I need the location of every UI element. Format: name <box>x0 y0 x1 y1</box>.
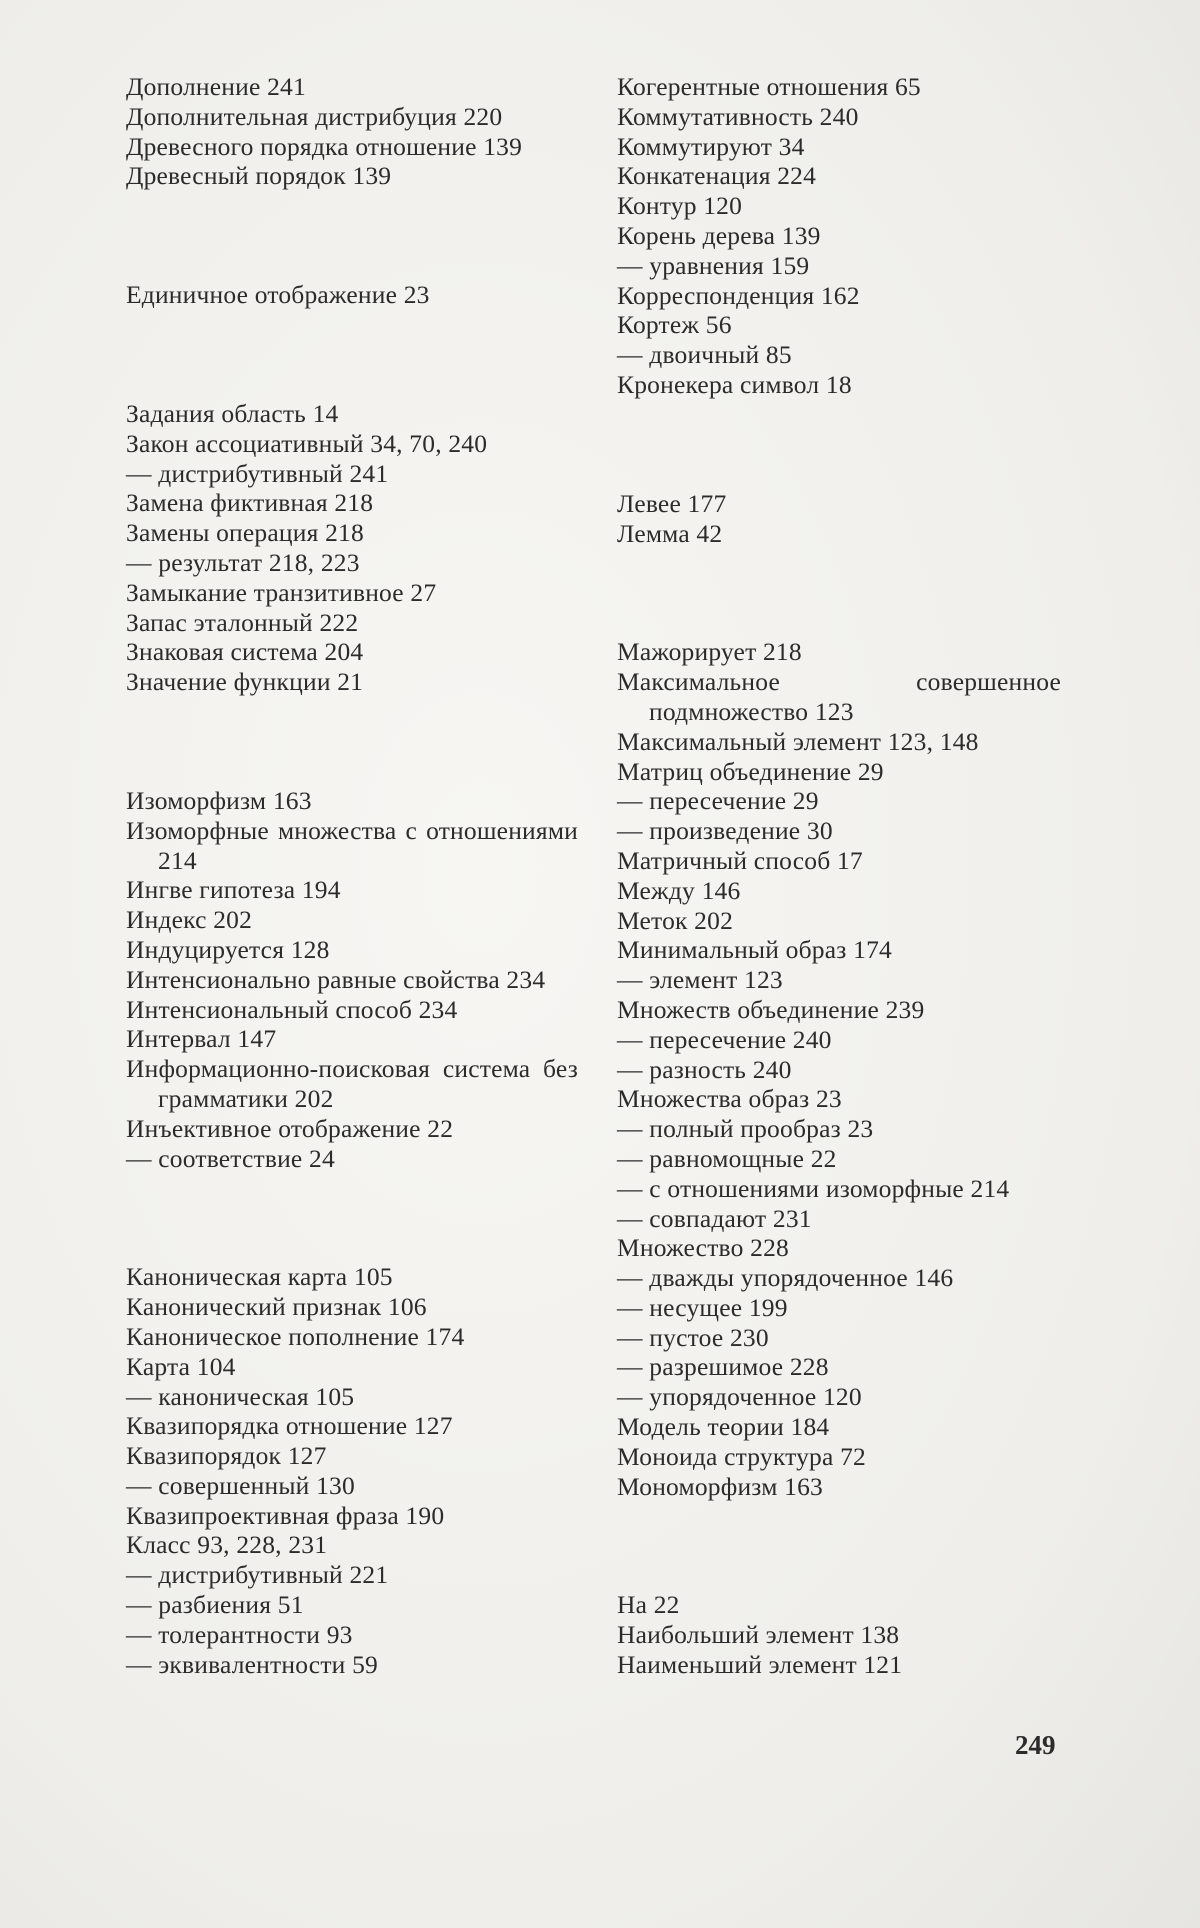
index-section-gap <box>126 697 578 786</box>
index-entry: Каноническое пополнение 174 <box>126 1321 465 1351</box>
index-entry: Коммутативность 240 <box>617 101 859 131</box>
index-entry: — уравнения 159 <box>617 250 810 280</box>
index-entry: Меток 202 <box>617 905 734 935</box>
index-entry: Мажорирует 218 <box>617 637 802 667</box>
index-section-gap <box>126 310 578 399</box>
index-entry: Мономорфизм 163 <box>617 1471 823 1501</box>
index-entry: Максимальное совершенное подмножество 123 <box>617 667 1061 726</box>
index-entry: — каноническая 105 <box>126 1381 355 1411</box>
index-entry: Конкатенация 224 <box>617 161 817 191</box>
index-entry: — разность 240 <box>617 1054 792 1084</box>
index-entry: Квазипорядок 127 <box>126 1441 327 1471</box>
index-entry: Матриц объединение 29 <box>617 756 884 786</box>
index-entry: Матричный способ 17 <box>617 845 863 875</box>
index-entry: Значение функции 21 <box>126 667 364 697</box>
index-entry: Канонический признак 106 <box>126 1292 427 1322</box>
index-entry: Квазипорядка отношение 127 <box>126 1411 453 1441</box>
index-entry: Модель теории 184 <box>617 1412 830 1442</box>
index-entry: — совпадают 231 <box>617 1203 812 1233</box>
index-entry: Левее 177 <box>617 488 727 518</box>
index-section-gap <box>617 1501 1061 1590</box>
index-entry: — равномощные 22 <box>617 1143 837 1173</box>
index-entry: Ингве гипотеза 194 <box>126 875 341 905</box>
index-entry: — с отношениями изоморфные 214 <box>617 1173 1010 1203</box>
index-column-right <box>617 72 1061 1680</box>
index-entry: Интенсиональный способ 234 <box>126 994 458 1024</box>
index-entry: Индуцируется 128 <box>126 934 330 964</box>
page-number: 249 <box>1015 1730 1056 1760</box>
index-entry: Моноида структура 72 <box>617 1441 866 1471</box>
index-entry: Минимальный образ 174 <box>617 935 892 965</box>
index-entry: — элемент 123 <box>617 965 783 995</box>
index-entry: — дважды упорядоченное 146 <box>617 1263 954 1293</box>
index-section-gap <box>126 191 578 280</box>
index-entry: Корень дерева 139 <box>617 220 821 250</box>
index-section-gap <box>617 400 1061 489</box>
index-entry: Инъективное отображение 22 <box>126 1113 454 1143</box>
index-entry: Наибольший элемент 138 <box>617 1620 900 1650</box>
index-entry: — соответствие 24 <box>126 1143 335 1173</box>
index-entry: Каноническая карта 105 <box>126 1262 393 1292</box>
index-entry: — разрешимое 228 <box>617 1352 829 1382</box>
index-entry: — двоичный 85 <box>617 340 792 370</box>
index-entry: — пустое 230 <box>617 1322 769 1352</box>
index-entry: Информационно-поисковая система без грамматики 202 <box>126 1054 578 1113</box>
index-entry: Коммутируют 34 <box>617 131 805 161</box>
index-entry: — эквивалентности 59 <box>126 1649 378 1679</box>
index-entry: Максимальный элемент 123, 148 <box>617 726 979 756</box>
index-entry: Знаковая система 204 <box>126 637 364 667</box>
index-entry: — полный прообраз 23 <box>617 1114 874 1144</box>
index-entry: Контур 120 <box>617 191 743 221</box>
index-entry: Дополнение 241 <box>126 72 306 101</box>
index-entry: Изоморфизм 163 <box>126 785 312 815</box>
index-entry: Замены операция 218 <box>126 518 364 548</box>
index-entry: Множества образ 23 <box>617 1084 842 1114</box>
index-entry: Закон ассоциативный 34, 70, 240 <box>126 428 488 458</box>
index-entry: Между 146 <box>617 875 741 905</box>
index-entry: Замена фиктивная 218 <box>126 488 374 518</box>
index-entry: Изоморфные множества с отношениями 214 <box>126 815 578 875</box>
index-entry: Квазипроективная фраза 190 <box>126 1500 445 1530</box>
index-entry: Кортеж 56 <box>617 310 732 340</box>
index-entry: Замыкание транзитивное 27 <box>126 577 437 607</box>
index-entry: — дистрибутивный 241 <box>126 458 389 488</box>
index-entry: Корреспонденция 162 <box>617 280 860 310</box>
index-entry: На 22 <box>617 1590 680 1620</box>
index-entry: Дополнительная дистрибуция 220 <box>126 101 503 131</box>
index-entry: — произведение 30 <box>617 816 833 846</box>
index-entry: Индекс 202 <box>126 905 253 935</box>
index-entry: Множеств объединение 239 <box>617 994 925 1024</box>
index-entry: Интервал 147 <box>126 1024 277 1054</box>
index-entry: Карта 104 <box>126 1351 236 1381</box>
index-entry: Древесный порядок 139 <box>126 161 392 191</box>
index-entry: — результат 218, 223 <box>126 547 360 577</box>
index-entry: — толерантности 93 <box>126 1619 353 1649</box>
index-entry: Единичное отображение 23 <box>126 280 430 310</box>
index-column-left <box>126 72 578 1679</box>
index-section-gap <box>617 548 1061 637</box>
index-entry: Древесного порядка отношение 139 <box>126 131 523 161</box>
index-entry: — упорядоченное 120 <box>617 1382 862 1412</box>
index-entry: Когерентные отношения 65 <box>617 72 921 101</box>
index-entry: Интенсионально равные свойства 234 <box>126 964 546 994</box>
index-entry: — пересечение 240 <box>617 1024 832 1054</box>
index-entry: — дистрибутивный 221 <box>126 1560 389 1590</box>
index-entry: Класс 93, 228, 231 <box>126 1530 328 1560</box>
index-entry: Кронекера символ 18 <box>617 369 852 399</box>
index-entry: Лемма 42 <box>617 518 723 548</box>
index-entry: Запас эталонный 222 <box>126 607 359 637</box>
index-entry: Множество 228 <box>617 1233 789 1263</box>
index-entry: — разбиения 51 <box>126 1590 304 1620</box>
index-entry: Наименьший элемент 121 <box>617 1650 903 1680</box>
index-entry: — несущее 199 <box>617 1292 788 1322</box>
index-section-gap <box>126 1173 578 1262</box>
index-entry: — совершенный 130 <box>126 1470 355 1500</box>
index-entry: Задания область 14 <box>126 398 339 428</box>
index-entry: — пересечение 29 <box>617 786 819 816</box>
